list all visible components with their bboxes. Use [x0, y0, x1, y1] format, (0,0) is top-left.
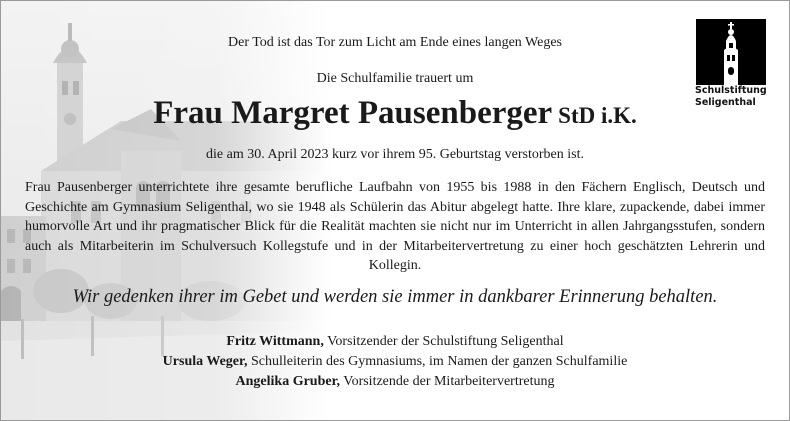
biography-text: Frau Pausenberger unterrichtete ihre gesamte berufliche Laufbahn von 1955 bis 1988 in den Fächern Englisch, Deutsch und Geschichte am Gymnasium Seligenthal, wo sie 1948 als Schülerin das Abitur abgelegt hatte. Ihre klare, zupackende, dabei immer humorvolle Art und ihr pragmatischer Blick für die Realität machten sie nicht nur im Unterricht in allen Jahrgangsstufen, sondern auch als Mitarbeiterin im Schulversuch Kollegstufe und in der Mitarbeitervertretung zu einer hoch geschätzten Lehrerin und Kollegin.	[25, 180, 765, 274]
epigraph-quote: Der Tod ist das Tor zum Licht am Ende eines langen Weges	[228, 35, 562, 50]
signatory-role: Schulleiterin des Gymnasiums, im Namen der ganzen Schulfamilie	[250, 354, 628, 369]
signatory-name: Fritz Wittmann,	[226, 334, 324, 349]
signatory-role: Vorsitzender der Schulstiftung Seligenthal	[327, 334, 564, 349]
schulstiftung-logo-icon	[696, 19, 766, 85]
signatory-1	[1, 334, 789, 350]
logo-line-2: Seligenthal	[695, 97, 756, 108]
signatory-role: Vorsitzende der Mitarbeitervertretung	[343, 374, 555, 389]
deceased-title: StD i.K.	[558, 103, 637, 128]
notice-content	[1, 1, 789, 420]
signatory-2	[1, 354, 789, 370]
deceased-heading	[1, 95, 789, 132]
logo-caption	[695, 85, 767, 109]
deceased-name: Frau Margret Pausenberger	[153, 95, 553, 131]
signatory-3	[1, 374, 789, 390]
signatory-name: Angelika Gruber,	[235, 374, 341, 389]
biography-paragraph	[25, 178, 765, 276]
logo-line-1: Schulstiftung	[695, 85, 767, 96]
prayer-line: Wir gedenken ihrer im Gebet und werden sie immer in dankbarer Erinnerung behalten.	[72, 287, 718, 307]
mourning-line: Die Schulfamilie trauert um	[316, 71, 474, 86]
signatory-name: Ursula Weger,	[162, 354, 248, 369]
death-date-line: die am 30. April 2023 kurz vor ihrem 95. Geburtstag verstorben ist.	[206, 147, 584, 162]
